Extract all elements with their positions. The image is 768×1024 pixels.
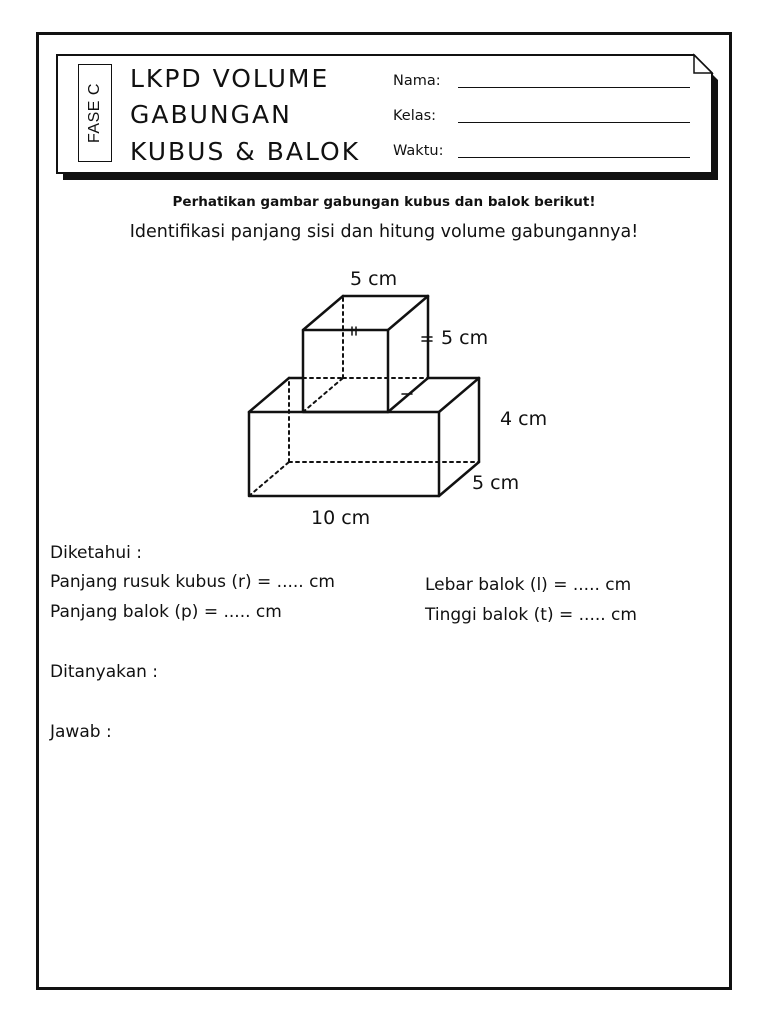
kelas-label: Kelas: <box>393 108 437 124</box>
block-width-label: 5 cm <box>472 472 520 494</box>
block-hidden-edges <box>249 378 479 496</box>
asked-heading: Ditanyakan : <box>50 662 159 682</box>
cube-height-label: 5 cm <box>441 327 489 349</box>
nama-label: Nama: <box>393 73 441 89</box>
answer-heading: Jawab : <box>50 722 112 742</box>
block-height-text: Tinggi balok (t) = ..... cm <box>425 605 637 625</box>
block-height-label: 4 cm <box>500 408 548 430</box>
block-length-label: 10 cm <box>311 507 371 529</box>
block-visible-edges <box>249 378 479 496</box>
block-width-text: Lebar balok (l) = ..... cm <box>425 575 632 595</box>
known-heading: Diketahui : <box>50 543 142 563</box>
waktu-label: Waktu: <box>393 143 444 159</box>
cube-top-label: 5 cm <box>350 268 398 290</box>
block-length-text: Panjang balok (p) = ..... cm <box>50 602 282 622</box>
instruction-text: Identifikasi panjang sisi dan hitung volume gabungannya! <box>129 222 639 242</box>
title-line-3: KUBUS & BALOK <box>130 137 361 166</box>
title-line-2: GABUNGAN <box>130 100 292 129</box>
title-line-1: LKPD VOLUME <box>130 64 330 93</box>
fase-label: FASE C <box>86 83 103 143</box>
cube-edge-text: Panjang rusuk kubus (r) = ..... cm <box>50 572 335 592</box>
instruction-bold: Perhatikan gambar gabungan kubus dan balok berikut! <box>172 194 596 210</box>
